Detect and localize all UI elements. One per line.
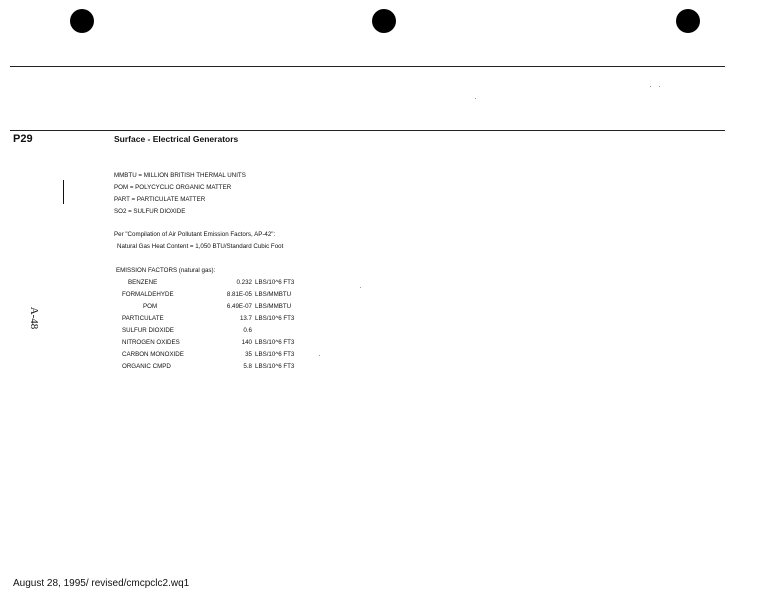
scan-speck	[475, 98, 476, 99]
emission-value: 0.232	[236, 279, 252, 286]
emission-unit: LBS/10^6 FT3	[255, 363, 295, 370]
emission-value: 6.49E-07	[226, 303, 252, 310]
emission-row	[0, 352, 320, 361]
emission-unit: LBS/10^6 FT3	[255, 315, 295, 322]
emission-value: 140	[241, 339, 252, 346]
emission-name: CARBON MONOXIDE	[122, 351, 184, 358]
emission-value: 35	[245, 351, 252, 358]
punch-hole-right	[676, 9, 700, 33]
punch-hole-center	[372, 9, 396, 33]
emission-value: 8.81E-05	[226, 291, 252, 298]
emission-value: 0.6	[243, 327, 252, 334]
emission-value: 5.8	[243, 363, 252, 370]
punch-hole-left	[70, 9, 94, 33]
side-page-number: A-48	[28, 306, 40, 330]
emission-row	[0, 328, 320, 337]
emission-row	[0, 316, 320, 325]
emission-row	[0, 292, 320, 301]
section-title: Surface - Electrical Generators	[114, 134, 239, 144]
emission-row	[0, 340, 320, 349]
emission-name: SULFUR DIOXIDE	[122, 327, 174, 334]
reference-heat-content: Natural Gas Heat Content = 1,050 BTU/Standard Cubic Foot	[117, 243, 284, 250]
definition-so2: SO2 = SULFUR DIOXIDE	[114, 208, 186, 215]
emission-name: BENZENE	[128, 279, 158, 286]
emission-name: NITROGEN OXIDES	[122, 339, 180, 346]
scan-speck	[659, 86, 660, 87]
footer-revision-note: August 28, 1995/ revised/cmcpclc2.wq1	[13, 578, 190, 589]
margin-mark	[63, 180, 64, 204]
definition-mmbtu: MMBTU = MILLION BRITISH THERMAL UNITS	[114, 172, 246, 179]
emission-factors-heading: EMISSION FACTORS (natural gas):	[116, 267, 216, 274]
emission-row	[0, 280, 320, 289]
header-divider	[10, 130, 725, 131]
emission-value: 13.7	[239, 315, 252, 322]
emission-unit: LBS/10^6 FT3	[255, 279, 295, 286]
scan-speck	[360, 287, 361, 288]
emission-unit: LBS/MMBTU	[255, 303, 292, 310]
reference-source: Per "Compilation of Air Pollutant Emission Factors, AP-42":	[114, 231, 276, 238]
page-id: P29	[13, 133, 33, 145]
definition-pom: POM = POLYCYCLIC ORGANIC MATTER	[114, 184, 232, 191]
emission-unit: LBS/10^6 FT3	[255, 339, 295, 346]
emission-name: POM	[143, 303, 158, 310]
emission-row	[0, 304, 320, 313]
top-divider	[10, 66, 725, 67]
emission-name: ORGANIC CMPD	[122, 363, 171, 370]
definition-part: PART = PARTICULATE MATTER	[114, 196, 206, 203]
emission-name: PARTICULATE	[122, 315, 164, 322]
scan-speck	[650, 86, 651, 87]
emission-name: FORMALDEHYDE	[122, 291, 174, 298]
emission-unit: LBS/10^6 FT3	[255, 351, 295, 358]
emission-row	[0, 364, 320, 373]
emission-unit: LBS/MMBTU	[255, 291, 292, 298]
